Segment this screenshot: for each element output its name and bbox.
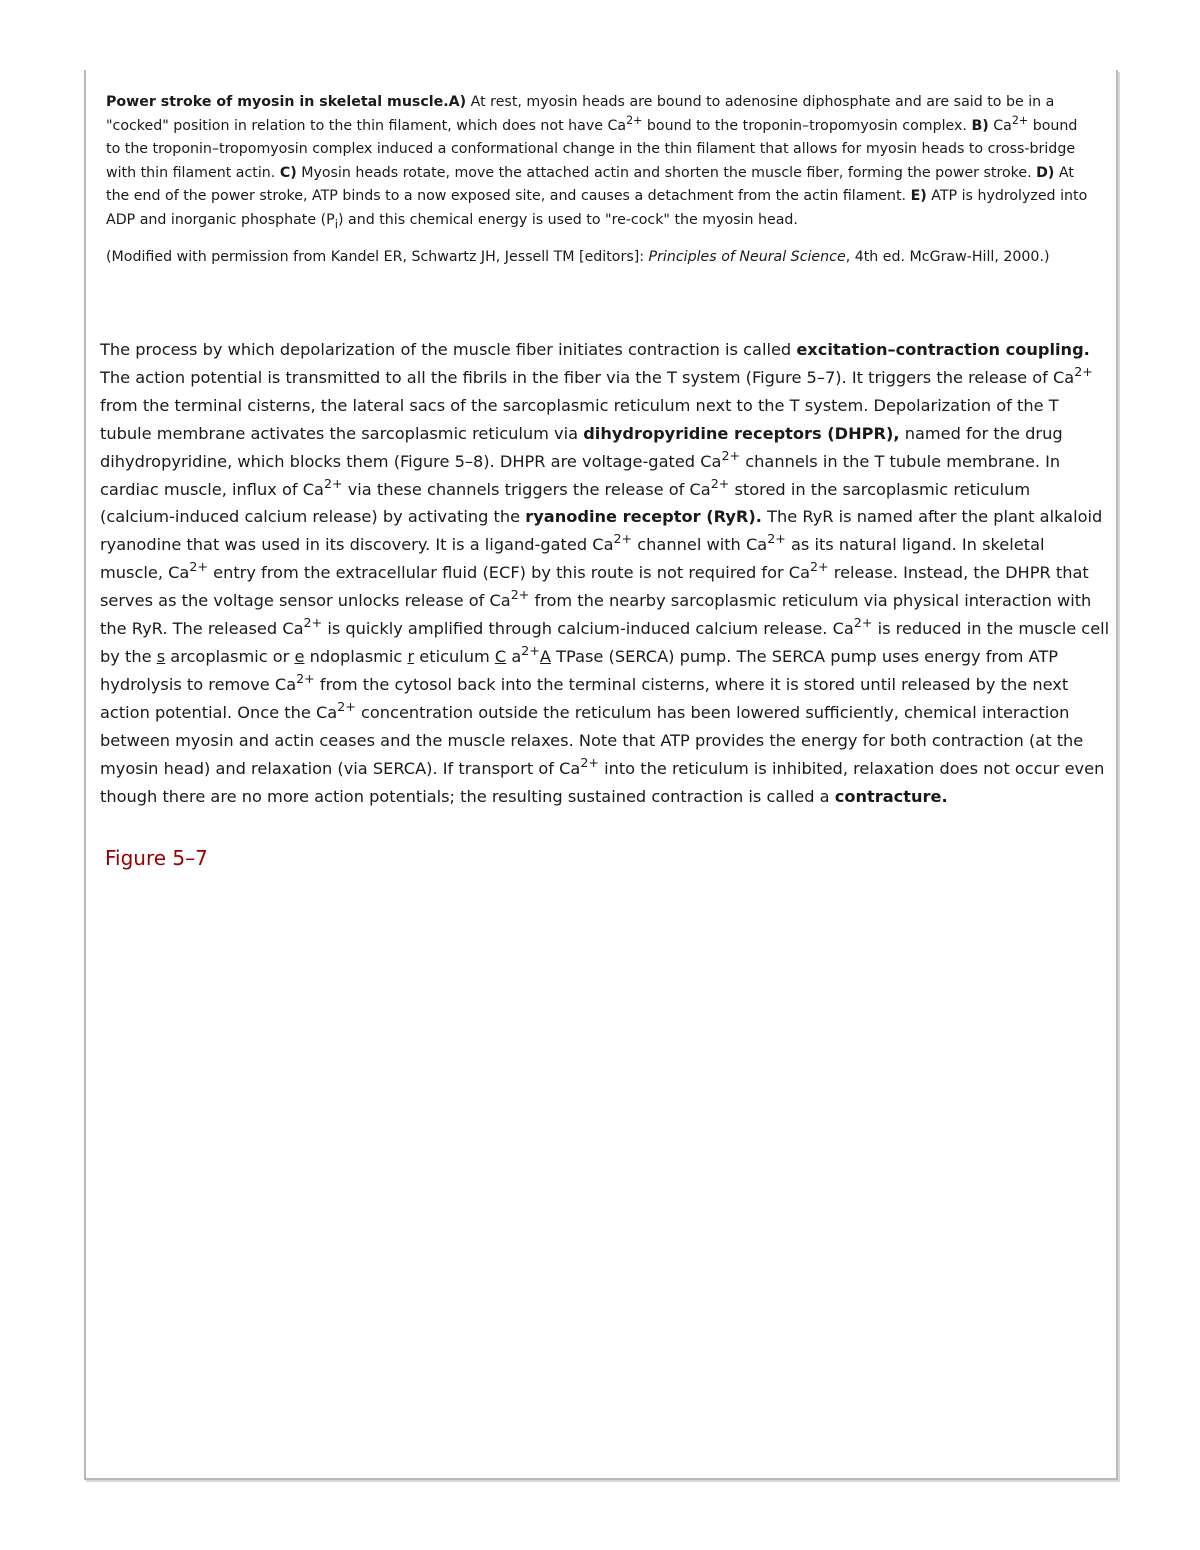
body-text: is quickly amplified through calcium-induced calcium release. Ca	[322, 619, 854, 639]
caption-text: At rest, myosin heads are bound to adenosine diphosphate and are said to be in a "cocked" position in relation to the thin filament, which does not have Ca	[106, 94, 1055, 134]
body-paragraph	[100, 336, 1110, 810]
body-text: entry from the extracellular fluid (ECF) by this route is not required for Ca	[207, 563, 811, 583]
body-text: channel with Ca	[632, 535, 768, 555]
superscript: 2+	[853, 615, 873, 631]
body-text: from the cytosol back into the terminal cisterns, where it is stored until released by the next action potential. Once the Ca	[100, 674, 1069, 722]
paragraph	[100, 336, 1110, 810]
underlined-letter: r	[407, 646, 415, 666]
superscript: 2+	[323, 475, 343, 491]
superscript: 2+	[189, 559, 208, 575]
caption-text: bound to the troponin–tropomyosin complex.	[642, 117, 972, 134]
body-text: arcoplasmic or	[165, 646, 295, 666]
body-text: is reduced in the muscle cell by the	[100, 619, 1110, 666]
caption-text: ATP is hydrolyzed into ADP and inorganic phosphate (P	[106, 188, 1088, 228]
body-text: TPase (SERCA) pump. The SERCA pump uses energy from ATP hydrolysis to remove Ca	[100, 646, 1058, 694]
figure-title: Figure 5–7	[105, 846, 208, 870]
body-text: via these channels triggers the release of Ca	[342, 479, 711, 499]
caption-label-c: C)	[279, 164, 297, 181]
caption-label-a: A)	[448, 94, 467, 110]
body-text: stored in the sarcoplasmic reticulum (calcium-induced calcium release) by activating the	[100, 479, 1031, 527]
superscript: 2+	[580, 754, 599, 770]
underlined-letter: s	[156, 646, 166, 666]
caption-text: ) and this chemical energy is used to "re-cock" the myosin head.	[338, 211, 798, 228]
superscript: 2+	[626, 113, 643, 127]
body-text: as its natural ligand. In skeletal muscle, Ca	[100, 535, 1045, 583]
body-text: channels in the T tubule membrane. In cardiac muscle, influx of Ca	[100, 451, 1061, 499]
body-text: from the terminal cisterns, the lateral sacs of the sarcoplasmic reticulum next to the T system. Depolarization of the T tubule membrane activates the sarcoplasmic reticulum via	[100, 395, 1059, 443]
superscript: 2+	[521, 643, 540, 659]
caption-label-d: D)	[1036, 164, 1055, 181]
body-text: The action potential is transmitted to all the fibrils in the fiber via the T system (Figure 5–7). It triggers the release of Ca	[100, 367, 1075, 387]
caption-title: Power stroke of myosin in skeletal muscle.	[106, 94, 449, 110]
underlined-letter: A	[539, 646, 551, 666]
body-text: release. Instead, the DHPR that serves as the voltage sensor unlocks release of Ca	[100, 563, 1089, 611]
figure-caption	[106, 91, 1096, 269]
superscript: 2+	[810, 559, 829, 575]
caption-text: Ca	[988, 117, 1012, 134]
caption-credit	[106, 246, 1096, 270]
superscript: 2+	[1011, 113, 1029, 127]
subscript: i	[334, 216, 338, 231]
underlined-letter: C	[494, 646, 507, 666]
body-text: The RyR is named after the plant alkaloid ryanodine that was used in its discovery. It is a ligand-gated Ca	[100, 507, 1103, 555]
credit-text: , 4th ed. McGraw-Hill, 2000.)	[845, 248, 1050, 265]
caption-paragraph	[106, 91, 1096, 236]
superscript: 2+	[613, 531, 633, 547]
body-text: concentration outside the reticulum has been lowered sufficiently, chemical interaction between myosin and actin ceases and the muscle relaxes. Note that ATP provides the energy for both contraction (at the myosin head) and relaxation (via SERCA). If transport of Ca	[100, 702, 1084, 778]
credit-text: (Modified with permission from Kandel ER, Schwartz JH, Jessell TM [editors]:	[106, 248, 649, 265]
superscript: 2+	[337, 698, 356, 714]
body-text: ndoplasmic	[304, 646, 408, 666]
superscript: 2+	[296, 670, 315, 686]
body-text: from the nearby sarcoplasmic reticulum via physical interaction with the RyR. The released Ca	[100, 591, 1092, 639]
superscript: 2+	[767, 531, 786, 547]
caption-text: Myosin heads rotate, move the attached actin and shorten the muscle fiber, forming the power stroke.	[296, 164, 1037, 181]
page-frame	[84, 70, 1118, 1480]
body-text: The process by which depolarization of the muscle fiber initiates contraction is called	[100, 340, 797, 359]
body-text: a	[506, 646, 522, 666]
superscript: 2+	[1074, 363, 1093, 379]
term-dhpr: dihydropyridine receptors (DHPR),	[583, 423, 900, 443]
body-text: named for the drug dihydropyridine, which blocks them (Figure 5–8). DHPR are voltage-gated Ca	[100, 423, 1063, 471]
caption-text: bound to the troponin–tropomyosin complex induced a conformational change in the thin filament that allows for myosin heads to cross-bridge with thin filament actin.	[106, 117, 1078, 181]
credit-book-title: Principles of Neural Science	[648, 248, 846, 265]
superscript: 2+	[303, 615, 323, 631]
term-ryr: ryanodine receptor (RyR).	[525, 507, 762, 527]
superscript: 2+	[510, 587, 530, 603]
body-text: into the reticulum is inhibited, relaxation does not occur even though there are no more action potentials; the resulting sustained contraction is called a	[100, 758, 1105, 806]
term-contracture: contracture.	[834, 786, 948, 806]
caption-text: At the end of the power stroke, ATP binds to a now exposed site, and causes a detachment from the actin filament.	[106, 164, 1074, 204]
caption-label-e: E)	[910, 188, 927, 204]
caption-label-b: B)	[971, 117, 989, 134]
body-text: eticulum	[414, 646, 495, 666]
term-excitation-contraction-coupling: excitation–contraction coupling.	[796, 340, 1090, 359]
underlined-letter: e	[294, 646, 305, 666]
superscript: 2+	[710, 475, 730, 491]
superscript: 2+	[721, 447, 741, 463]
